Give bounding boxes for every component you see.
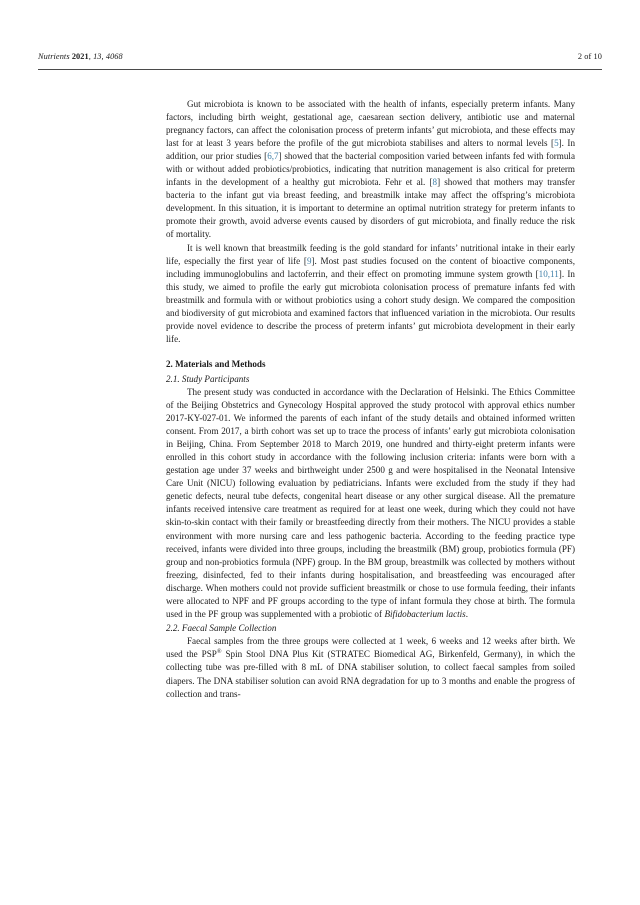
citation-link-6-7[interactable]: 6,7: [267, 151, 279, 162]
journal-volume-article: , 13, 4068: [88, 52, 123, 61]
body-column: [166, 98, 575, 701]
header-divider: [38, 69, 602, 70]
citation-link-10-11[interactable]: 10,11: [538, 268, 559, 279]
journal-year: 2021: [71, 52, 89, 61]
para-sp-text-1: The present study was conducted in accordance with the Declaration of Helsinki. The Ethics Committee of the Beijing Obstetrics and Gynecology Hospital approved the study protocol with approval ethics number 2017-KY-027-01. We informed the parents of each infant of the study details and obtained informed written consent. From 2017, a birth cohort was set up to trace the process of infants’ early gut microbiota colonisation in Beijing, China. From September 2018 to March 2019, one hundred and thirty-eight preterm infants were enrolled in this cohort study in accordance with the following inclusion criteria: infants were born with a gestation age under 37 weeks and birthweight under 2500 g and were hospitalised in the Neonatal Intensive Care Unit (NICU) following evaluation by pediatricians. Infants were excluded from the study if they had genetic defects, neural tube defects, congenital heart disease or any other surgical disease. All the premature infants received intensive care treatment as required for at least one week, during which they could not have skin-to-skin contact with their family or breastfeeding directly from their mothers. The NICU provides a stable environment with more nursing care and less pathogenic bacteria. According to the feeding practice type received, infants were divided into three groups, including the breastmilk (BM) group, probiotics formula (PF) group and non-probiotics formula (NPF) group. In the BM group, breastmilk was collected by mothers without freezing, disinfected, fed to their infants during hospitalisation, and breastfeeding was encouraged after discharge. When mothers could not provide sufficient breastmilk or chose to use formula feeding, their infants were allocated to NPF and PF groups according to the type of infant formula they chose at birth. The formula used in the PF group was supplemented with a probiotic of: [166, 386, 575, 619]
para2-text-2: ]. Most past studies focused on the content of bioactive components, including immunoglobulins and lactoferrin, and their effect on promoting immune system growth [: [166, 255, 575, 279]
para1-text-4: ] showed that mothers may transfer bacteria to the infant gut via breast feeding, and breastmilk intake may affect the offspring’s microbiota development. In this situation, it is important to determine an optimal nutrition strategy for preterm infants to promote their growth, avoid adverse events caused by disorders of gut microbiota, and finally reduce the risk of mortality.: [166, 177, 575, 240]
subsection-heading-faecal-sample-collection: 2.2. Faecal Sample Collection: [166, 623, 277, 634]
section-heading-materials-and-methods: 2. Materials and Methods: [166, 359, 266, 370]
para2-text-3: ]. In this study, we aimed to profile the early gut microbiota colonisation process of premature infants fed with breastmilk and formula with or without probiotics using a cohort study design. We compared the composition and biodiversity of gut microbiota and examined factors that influenced variation in the microbiota. Our results provide novel evidence to describe the process of preterm infants’ gut microbiota development in their early life.: [166, 268, 575, 344]
paragraph-intro-1: [166, 98, 575, 242]
running-head-journal-citation: [38, 52, 123, 61]
paragraph-faecal-sample-collection: [166, 635, 575, 700]
para1-text-3: ] showed that the bacterial composition varied between infants fed with formula with or without added probiotics/probiotics, indicating that nutrition management is also critical for preterm infants in the development of a healthy gut microbiota. Fehr et al. [: [166, 151, 575, 188]
citation-link-5[interactable]: 5: [554, 138, 559, 149]
para-fs-text-2: Spin Stool DNA Plus Kit (STRATEC Biomedical AG, Birkenfeld, Germany), in which the collecting tube was pre-filled with 8 mL of DNA stabiliser solution, to collect faecal samples from soiled diapers. The DNA stabiliser solution can avoid RNA degradation for up to 3 months and enable the progress of collection and trans-: [166, 649, 575, 699]
citation-link-9[interactable]: 9: [306, 255, 312, 266]
citation-link-8[interactable]: 8: [432, 177, 438, 188]
para1-text-2: ]. In addition, our prior studies [: [166, 138, 575, 162]
running-head: [38, 52, 602, 61]
page-indicator: 2 of 10: [577, 52, 602, 61]
para-sp-text-2: .: [465, 608, 469, 619]
para-fs-text-1: Faecal samples from the three groups were collected at 1 week, 6 weeks and 12 weeks after birth. We used the PSP: [166, 636, 575, 660]
journal-name: Nutrients: [38, 52, 70, 61]
paragraph-study-participants: [166, 386, 575, 621]
para2-text-1: It is well known that breastmilk feeding is the gold standard for infants’ nutritional intake in their early life, especially the first year of life [: [166, 242, 575, 266]
registered-trademark-symbol: ®: [216, 648, 222, 656]
species-name-bifidobacterium-lactis: Bifidobacterium lactis: [384, 608, 466, 619]
paragraph-intro-2: [166, 242, 575, 346]
para1-text-1: Gut microbiota is known to be associated with the health of infants, especially preterm infants. Many factors, including birth weight, gestational age, caesarean section delivery, antibiotic use and maternal pregnancy factors, can affect the colonisation process of preterm infants’ gut microbiota, and these effects may last for at least 3 years before the profile of the gut microbiota stabilises and alters to normal levels [: [166, 99, 575, 149]
subsection-heading-study-participants: 2.1. Study Participants: [166, 373, 250, 384]
